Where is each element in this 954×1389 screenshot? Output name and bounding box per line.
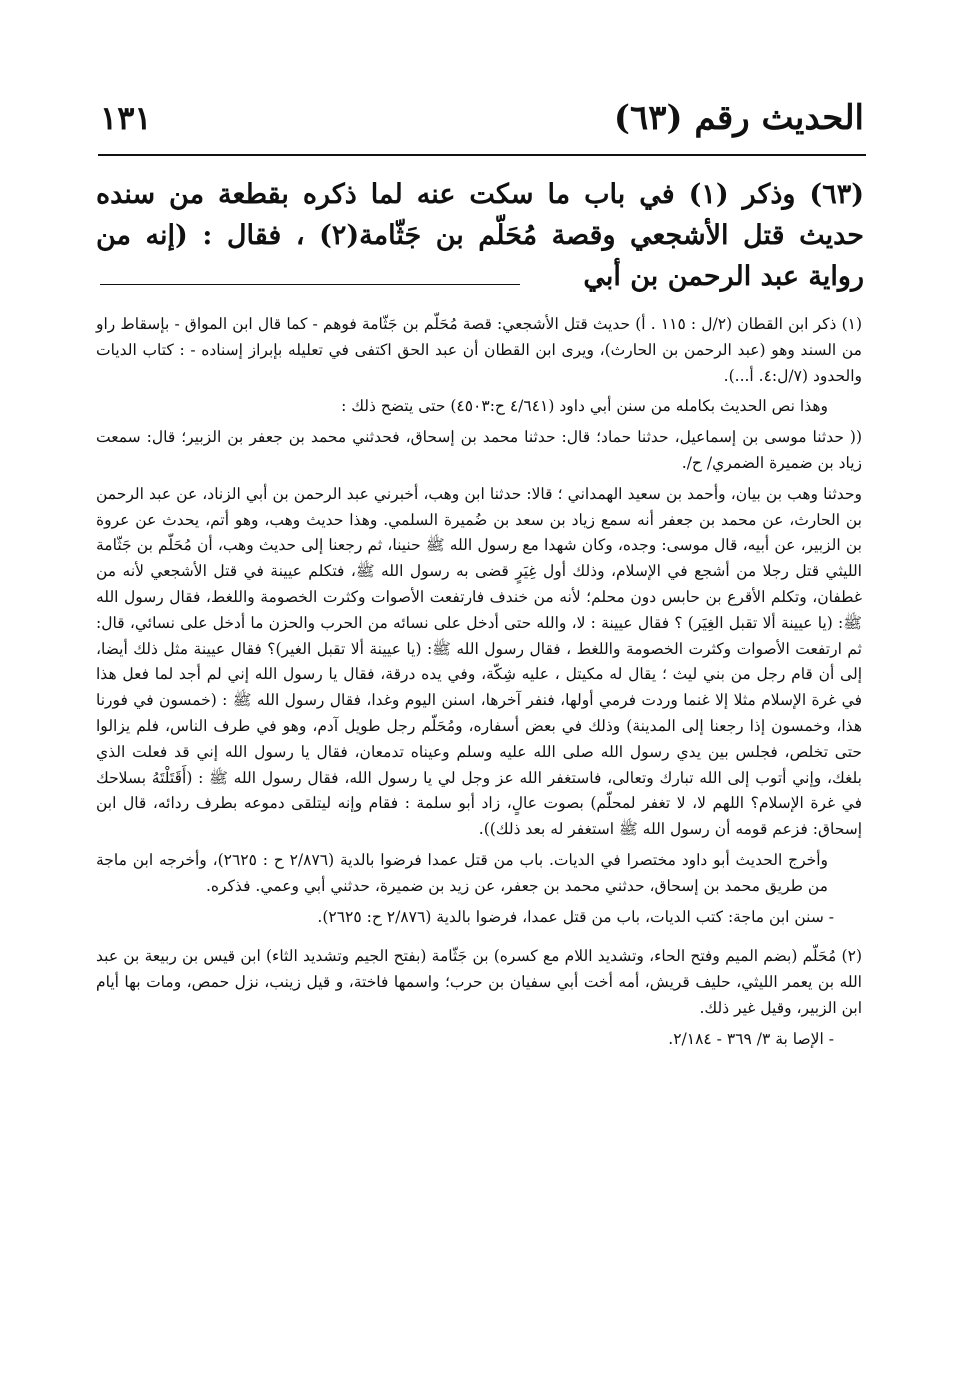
- footnote-1-text-intro: وهذا نص الحديث بكامله من سنن أبي داود (٤/٦٤١ ح:٤٥٠٣) حتى يتضح ذلك :: [341, 397, 828, 416]
- footnotes: [96, 312, 862, 1058]
- footnote-2-reference: - الإصا بة ٣/ ٣٦٩ - ٢/١٨٤.: [668, 1029, 834, 1048]
- footnote-1-takhrij: وأخرج الحديث أبو داود مختصرا في الديات. باب من قتل عمدا فرضوا بالدية (٢/٨٧٦ ح : ٢٦٢٥)، وأخرجه ابن ماجة من طريق محمد بن إسحاق، حدثني محمد بن جعفر، عن زيد بن ضميرة، حدثني أبي وعمي. فذكره.: [96, 850, 828, 895]
- footnote-1-isnad: (( حدثنا موسى بن إسماعيل، حدثنا حماد؛ قال: حدثنا محمد بن إسحاق، فحدثني محمد بن جعفر بن الزبير؛ قال: سمعت زياد بن ضميرة الضمري/ ح/.: [96, 428, 862, 472]
- footnote-divider: [100, 284, 520, 285]
- footnote-1-hadith: وحدثنا وهب بن بيان، وأحمد بن سعيد الهمداني ؛ قالا: حدثنا ابن وهب، أخبرني عبد الرحمن بن أبي الزناد، عن عبد الرحمن بن الحارث، عن محمد بن جعفر أنه سمع زياد بن سعد بن ضُميرة السلمي. وهذا حديث وهب، وهو أتم، يحدث عن عروة بن الزبير، عن أبيه، قال موسى: وجده، وكان شهدا مع رسول الله ﷺ حنينا، ثم رجعنا إلى حديث وهب، أن مُحَلّم بن جَثّامة الليثي قتل رجلا من أشجع في الإسلام، وذلك أول غِيَرٍ قضى به رسول الله ﷺ، فتكلم عيينة في قتل الأشجعي لأنه من غطفان، وتكلم الأقرع بن حابس دون محلم؛ لأنه من خندف فارتفعت الأصوات وكثرت الخصومة واللغط، فقال رسول الله ﷺ: (يا عيينة ألا تقبل الغِيَر) ؟ فقال عيينة : لا، والله حتى أدخل على نسائه من الحرب والحزن ما أدخل على نسائي، قال: ثم ارتفعت الأصوات وكثرت الخصومة واللغط ، فقال رسول الله ﷺ: (يا عيينة ألا تقبل الغير)؟ فقال عيينة مثل ذلك أيضا، إلى أن قام رجل من بني ليث ؛ يقال له مكيتل ، عليه شِكّة، وفي يده درقة، فقال يا رسول الله إني لم أجد لما فعل هذا في غرة الإسلام مثلا إلا غنما وردت فرمي أولها، فنفر آخرها، اسنن اليوم وغدا، فقال رسول الله ﷺ : (خمسون في فورنا هذا، وخمسون إذا رجعنا إلى المدينة) وذلك في بعض أسفاره، ومُحَلّم رجل طويل آدم، وهو في طرف الناس، فلم يزالوا حتى تخلص، فجلس بين يدي رسول الله صلى الله عليه وسلم وعيناه تدمعان، فقال يا رسول الله إني قد فعلت الذي بلغك، وإني أتوب إلى الله تبارك وتعالى، فاستغفر الله عز وجل لي يا رسول الله، فقال رسول الله ﷺ : (أَقَتَلْتَهُ بسلاحك في غرة الإسلام؟ اللهم لا، لا تغفر لمحلّم) بصوت عالٍ، زاد أبو سلمة : فقام وإنه ليتلقى دموعه بطرف ردائه، قال ابن إسحاق: فزعم قومه أن رسول الله ﷺ استغفر له بعد ذلك)).: [96, 484, 862, 839]
- page-title: الحديث رقم (٦٣): [613, 98, 864, 138]
- header-divider: [98, 154, 866, 156]
- footnote-2-text: (٢) مُحَلّم (بضم الميم وفتح الحاء، وتشديد اللام مع كسره) بن جَثّامة (بفتح الجيم وتشديد الثاء) ابن قيس بن ربيعة بن عبد الله بن يعمر الليثي، حليف قريش، أمه أخت أبي سفيان بن حرب؛ واسمها فاختة، و قيل زينب، نزل حمص، ومات بها أيام ابن الزبير، وقيل غير ذلك.: [96, 947, 862, 1017]
- footnote-1-intro: (١) ذكر ابن القطان (٢/ل : ١١٥ . أ) حديث قتل الأشجعي: قصة مُحَلّم بن جَثّامة فوهم - كما قال ابن المواق - بإسقاط راو من السند وهو (عبد الرحمن بن الحارث)، ويرى ابن القطان أن عبد الحق اكتفى في تعليله بإبراز إسناده - : كتاب الديات والحدود (٧/ل:٤. أ...).: [96, 315, 863, 385]
- main-text: [96, 174, 864, 297]
- page-number: ١٣١: [100, 99, 152, 137]
- main-paragraph: (٦٣) وذكر (١) في باب ما سكت عنه لما ذكره بقطعة من سنده حديث قتل الأشجعي وقصة مُحَلّم بن جَثّامة(٢) ، فقال : (إنه من رواية عبد الرحمن بن أبي: [96, 179, 864, 292]
- page-header: [100, 96, 864, 146]
- footnote-1-reference: - سنن ابن ماجة: كتب الديات، باب من قتل عمدا، فرضوا بالدية (٢/٨٧٦ ح: ٢٦٢٥).: [317, 907, 834, 926]
